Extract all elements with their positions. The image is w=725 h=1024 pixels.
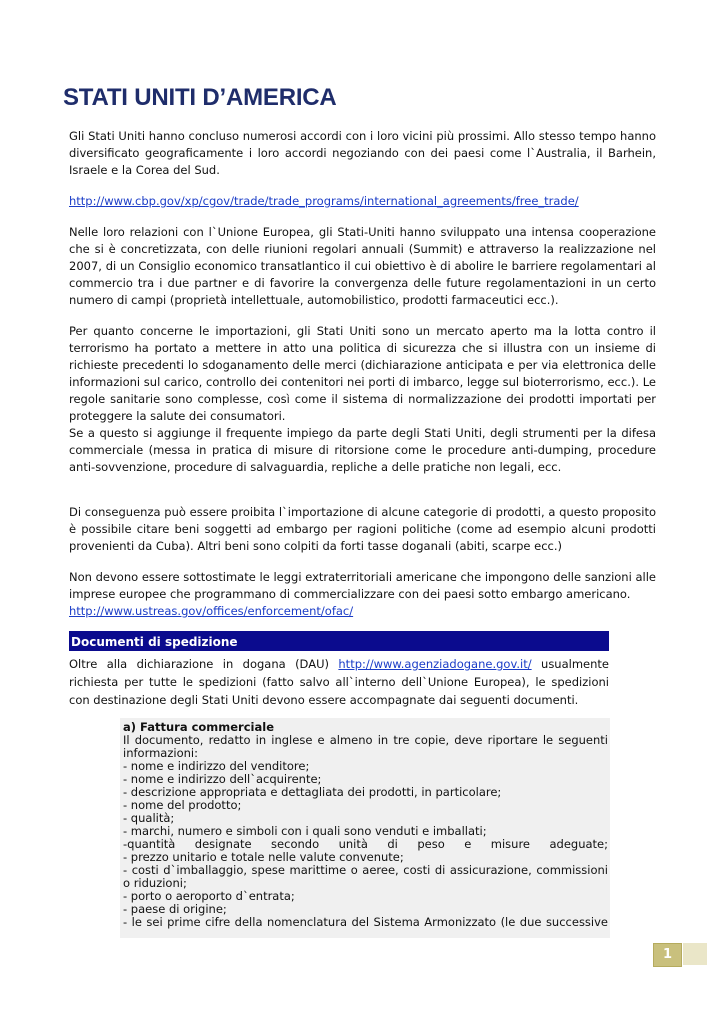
box-line: - paese di origine; bbox=[123, 902, 227, 916]
section-text-before: Oltre alla dichiarazione in dogana (DAU) bbox=[69, 657, 339, 671]
paragraph-eu-relations: Nelle loro relazioni con l`Unione Europea, gli Stati-Uniti hanno sviluppato una intensa cooperazione che si è concretizzata, con delle riunioni regolari annuali (Summit) e attraverso la realizzazione nel 2007, di un Consiglio economico transatlantico il cui obiettivo è di abolire le barriere regolamentari al commercio tra i due partner e di favorire la convergenza delle future regolamentazioni in un certo numero di campi (proprietà intellettuale, automobilistico, prodotti farmaceutici ecc.). bbox=[69, 225, 656, 307]
box-line: - marchi, numero e simboli con i quali sono venduti e imballati; bbox=[123, 824, 487, 838]
page-number-tab bbox=[683, 943, 707, 965]
box-line: - prezzo unitario e totale nelle valute convenute; bbox=[123, 850, 404, 864]
section-heading-bar bbox=[69, 631, 609, 651]
section-heading: Documenti di spedizione bbox=[71, 635, 238, 649]
box-line: - descrizione appropriata e dettagliata dei prodotti, in particolare; bbox=[123, 785, 502, 799]
cbp-link[interactable]: http://www.cbp.gov/xp/cgov/trade/trade_programs/international_agreements/free_trade/ bbox=[69, 194, 579, 208]
box-line: - nome e indirizzo dell`acquirente; bbox=[123, 772, 322, 786]
section-text-after: usualmente richiesta per tutte le spedizioni (fatto salvo all`interno dell`Unione Europea), le spedizioni con destinazione degli Stati Uniti devono essere accompagnate dai seguenti documenti. bbox=[69, 657, 609, 707]
paragraph-intro: Gli Stati Uniti hanno concluso numerosi accordi con i loro vicini più prossimi. Allo stesso tempo hanno diversificato geograficamente i loro accordi negoziando con dei paesi come l`Australia, il Barhein, Israele e la Corea del Sud. bbox=[69, 129, 656, 177]
page-title: STATI UNITI D’AMERICA bbox=[63, 84, 337, 111]
box-heading: a) Fattura commerciale bbox=[123, 720, 274, 734]
paragraph-imports: Per quanto concerne le importazioni, gli Stati Uniti sono un mercato aperto ma la lotta contro il terrorismo ha portato a mettere in atto una politica di sicurezza che si illustra con un insieme di richieste precedenti lo sdoganamento delle merci (dichiarazione anticipata e per via elettronica delle informazioni sul carico, controllo dei contenitori nei porti di imbarco, legge sul bioterrorismo, ecc.). Le regole sanitarie sono complesse, così come il sistema di normalizzazione dei prodotti importati per proteggere la salute dei consumatori. bbox=[69, 324, 656, 423]
box-line: - nome del prodotto; bbox=[123, 798, 242, 812]
ofac-link[interactable]: http://www.ustreas.gov/offices/enforcement/ofac/ bbox=[69, 604, 354, 618]
body-text bbox=[69, 128, 656, 620]
page-number: 1 bbox=[653, 943, 682, 967]
box-line: - nome e indirizzo del venditore; bbox=[123, 759, 310, 773]
section-paragraph bbox=[69, 655, 609, 709]
box-line: Il documento, redatto in inglese e almeno in tre copie, deve riportare le seguenti informazioni: bbox=[123, 733, 608, 760]
commercial-invoice-box bbox=[120, 718, 610, 938]
box-line: - porto o aeroporto d`entrata; bbox=[123, 889, 295, 903]
paragraph-extraterritorial: Non devono essere sottostimate le leggi extraterritoriali americane che impongono delle sanzioni alle imprese europee che programmano di commercializzare con dei paesi sotto embargo americano. bbox=[69, 570, 656, 601]
box-line: - le sei prime cifre della nomenclatura del Sistema Armonizzato (le due successive bbox=[123, 915, 608, 929]
agenzia-dogane-link[interactable]: http://www.agenziadogane.gov.it/ bbox=[338, 657, 532, 671]
paragraph-trade-defense: Se a questo si aggiunge il frequente impiego da parte degli Stati Uniti, degli strumenti per la difesa commerciale (messa in pratica di misure di ritorsione come le procedure anti-dumping, procedure anti-sovvenzione, procedure di salvaguardia, repliche a delle pratiche non legali, ecc. bbox=[69, 426, 656, 474]
paragraph-prohibitions: Di conseguenza può essere proibita l`importazione di alcune categorie di prodotti, a questo proposito è possibile citare beni soggetti ad embargo per ragioni politiche (come ad esempio alcuni prodotti provenienti da Cuba). Altri beni sono colpiti da forti tasse doganali (abiti, scarpe ecc.) bbox=[69, 505, 656, 553]
box-line: - costi d`imballaggio, spese marittime o aeree, costi di assicurazione, commissioni o riduzioni; bbox=[123, 863, 608, 890]
box-line: -quantità designate secondo unità di peso e misure adeguate; bbox=[123, 837, 608, 851]
box-line: - qualità; bbox=[123, 811, 175, 825]
